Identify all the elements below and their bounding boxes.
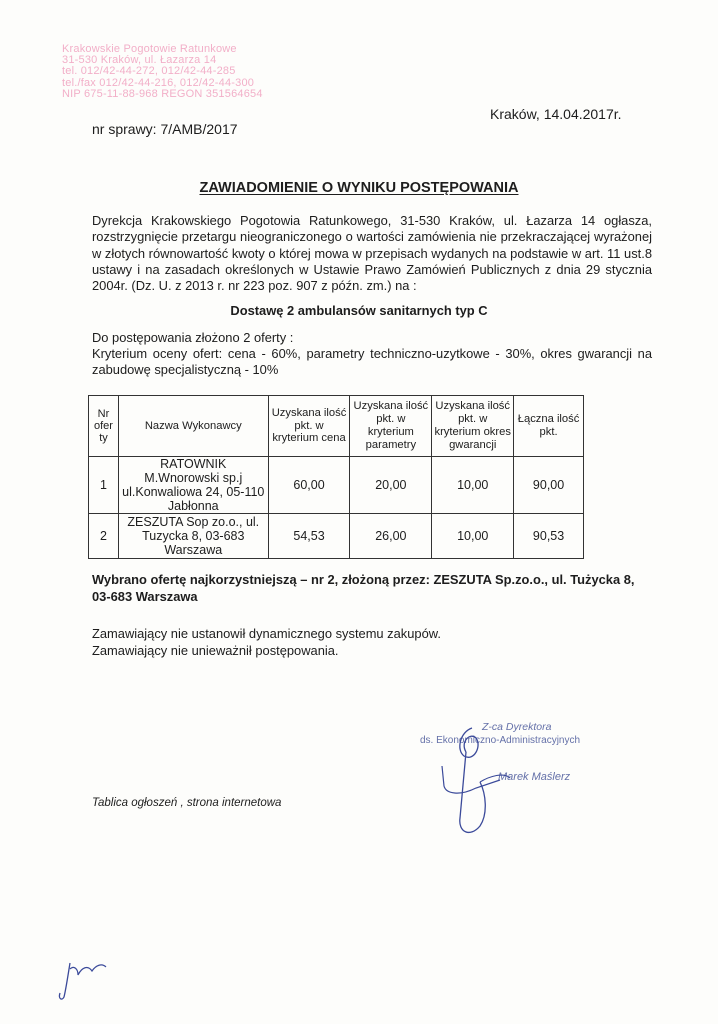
handwritten-paraph [56,955,110,1005]
table-row [89,457,584,514]
place-date: Kraków, 14.04.2017r. [490,106,622,122]
signature-stamp-title: Z-ca Dyrektora [482,721,552,733]
header-offer-number: Nr ofer ty [89,396,119,457]
handwritten-signature [430,722,520,840]
note-dynamic-system: Zamawiający nie ustanowił dynamicznego systemu zakupów. [92,626,441,641]
stamp-line: tel. 012/42-44-272, 012/42-44-285 [62,65,236,78]
intro-paragraph: Dyrekcja Krakowskiego Pogotowia Ratunkowego, 31-530 Kraków, ul. Łazarza 14 ogłasza, rozstrzygnięcie przetargu nieograniczonego o wartości zamówienia nie przekraczającej wyrażonej w złotych równowartość kwoty o której mowa w przepisach wydanych na podstawie w art. 11 ust.8 ustawy i na zasadach określonych w Ustawie Prawo Zamówień Publicznych z dnia 29 stycznia 2004r. (Dz. U. z 2013 r. nr 223 poz. 907 z późn. zm.) na : [92,213,652,294]
stamp-line: NIP 675-11-88-968 REGON 351564654 [62,87,263,100]
offers-count: Do postępowania złożono 2 oferty : [92,330,294,345]
cell-warranty-points: 10,00 [432,514,514,559]
table-row [89,514,584,559]
selected-offer: Wybrano ofertę najkorzystniejszą – nr 2, złożoną przez: ZESZUTA Sp.zo.o., ul. Tużycka 8, 03-683 Warszawa [92,572,635,604]
case-number: nr sprawy: 7/AMB/2017 [92,121,238,137]
distribution-note: Tablica ogłoszeń , strona internetowa [92,797,282,809]
cell-warranty-points: 10,00 [432,457,514,514]
cell-offer-number: 1 [89,457,119,514]
header-price-points: Uzyskana ilość pkt. w kryterium cena [268,396,350,457]
procurement-subject: Dostawę 2 ambulansów sanitarnych typ C [230,303,488,318]
offers-info [92,330,652,378]
header-warranty-points: Uzyskana ilość pkt. w kryterium okres gwarancji [432,396,514,457]
cell-total-points: 90,53 [514,514,584,559]
header-total-points: Łączna ilość pkt. [514,396,584,457]
cell-price-points: 54,53 [268,514,350,559]
note-not-annulled: Zamawiający nie unieważnił postępowania. [92,642,339,658]
cell-parameters-points: 26,00 [350,514,432,559]
cell-parameters-points: 20,00 [350,457,432,514]
cell-contractor-name: ZESZUTA Sop zo.o., ul. Tuzycka 8, 03-683 Warszawa [118,514,268,559]
cell-offer-number: 2 [89,514,119,559]
cell-total-points: 90,00 [514,457,584,514]
stamp-line: tel./fax 012/42-44-216, 012/42-44-300 [62,76,255,89]
document-title-text: ZAWIADOMIENIE O WYNIKU POSTĘPOWANIA [199,180,519,196]
stamp-line: 31-530 Kraków, ul. Łazarza 14 [62,54,217,67]
table-header-row [89,396,584,457]
signature-stamp-name: Marek Maślerz [498,771,571,783]
stamp-line: Krakowskie Pogotowie Ratunkowe [62,43,237,55]
results-table [88,395,584,559]
signature-stamp-department: ds. Ekonomiczno-Administracyjnych [420,735,581,746]
institution-stamp [62,44,263,100]
header-parameters-points: Uzyskana ilość pkt. w kryterium parametry [350,396,432,457]
notes [92,626,441,659]
header-contractor-name: Nazwa Wykonawcy [118,396,268,457]
document-title [0,180,718,196]
cell-price-points: 60,00 [268,457,350,514]
cell-contractor-name: RATOWNIK M.Wnorowski sp.j ul.Konwaliowa 24, 05-110 Jabłonna [118,457,268,514]
evaluation-criteria: Kryterium oceny ofert: cena - 60%, parametry techniczno-uzytkowe - 30%, okres gwarancji na zabudowę specjalistyczną - 10% [92,346,652,377]
